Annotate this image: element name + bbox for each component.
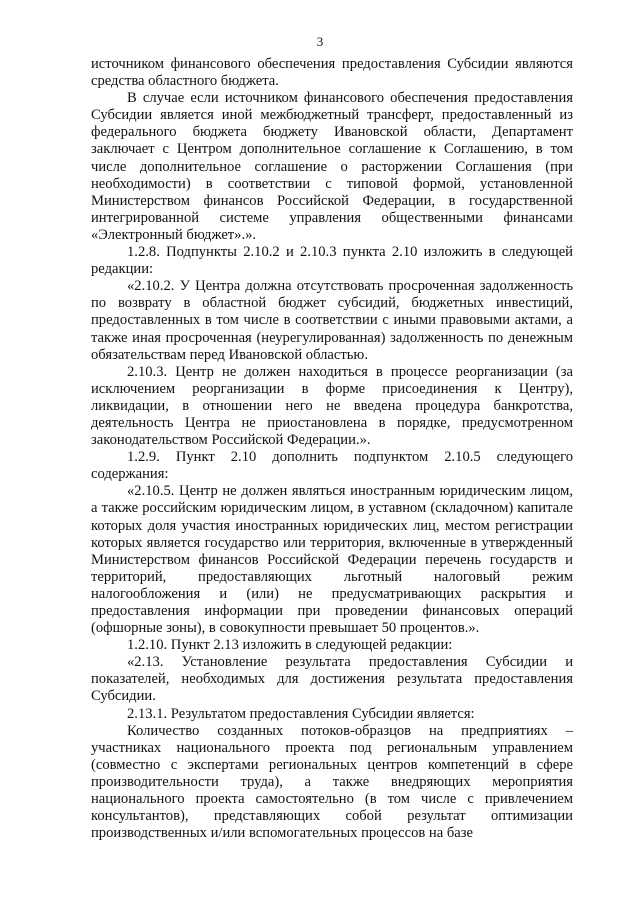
paragraph-10: 2.13.1. Результатом предоставления Субсидии является: <box>127 705 475 722</box>
paragraph-3: 1.2.8. Подпункты 2.10.2 и 2.10.3 пункта 2.10 изложить в следующей редакции: <box>91 244 573 278</box>
paragraph-11: Количество созданных потоков-образцов на предприятиях – участниках национального проекта под региональным управлением (совместно с экспертами региональных центров компетенций в сфере производительности труда), а также внедряющих мероприятия национального проекта самостоятельно (в том числе с привлечением консультантов), представляющих собой результат оптимизации производственных и/или вспомогательных процессов на базе <box>91 722 573 842</box>
paragraph-5: 2.10.3. Центр не должен находиться в процессе реорганизации (за исключением реорганизации в форме присоединения к Центру), ликвидации, в отношении него не введена процедура банкротства, деятельность Центра не приостановлена в порядке, предусмотренном законодательством Российской Федерации.». <box>91 363 573 449</box>
paragraph-9: «2.13. Установление результата предоставления Субсидии и показателей, необходимых для достижения результата предоставления Субсидии. <box>91 654 573 705</box>
paragraph-2: В случае если источником финансового обеспечения предоставления Субсидии является иной межбюджетный трансферт, предоставленный из федерального бюджета бюджету Ивановской области, Департамент заключает с Центром дополнительное соглашение к Соглашению, в том числе дополнительное соглашение о расторжении Соглашения (при необходимости) в соответствии с типовой формой, установленной Министерством финансов Российской Федерации, в государственной интегрированной системе управления общественными финансами «Электронный бюджет».». <box>91 90 573 243</box>
paragraph-4: «2.10.2. У Центра должна отсутствовать просроченная задолженность по возврату в областной бюджет субсидий, бюджетных инвестиций, предоставленных в том числе в соответствии с иными правовыми актами, а также иная просроченная (неурегулированная) задолженность по денежным обязательствам перед Ивановской областью. <box>91 278 573 363</box>
paragraph-6: 1.2.9. Пункт 2.10 дополнить подпунктом 2.10.5 следующего содержания: <box>91 449 573 483</box>
paragraph-1: источником финансового обеспечения предоставления Субсидии являются средства областного бюджета. <box>91 56 573 90</box>
page-number: 3 <box>316 34 324 49</box>
paragraph-7: «2.10.5. Центр не должен являться иностранным юридическим лицом, а также российским юридическим лицом, в уставном (складочном) капитале которых доля участия иностранных юридических лиц, местом регистрации которых является государство или территория, включенные в утвержденный Министерством финансов Российской Федерации перечень государств и территорий, предоставляющих льготный налоговый режим налогообложения и (или) не предусматривающих раскрытия и предоставления информации при проведении финансовых операций (офшорные зоны), в совокупности превышает 50 процентов.». <box>91 483 573 637</box>
document-body <box>91 56 573 842</box>
paragraph-8: 1.2.10. Пункт 2.13 изложить в следующей редакции: <box>127 637 453 654</box>
